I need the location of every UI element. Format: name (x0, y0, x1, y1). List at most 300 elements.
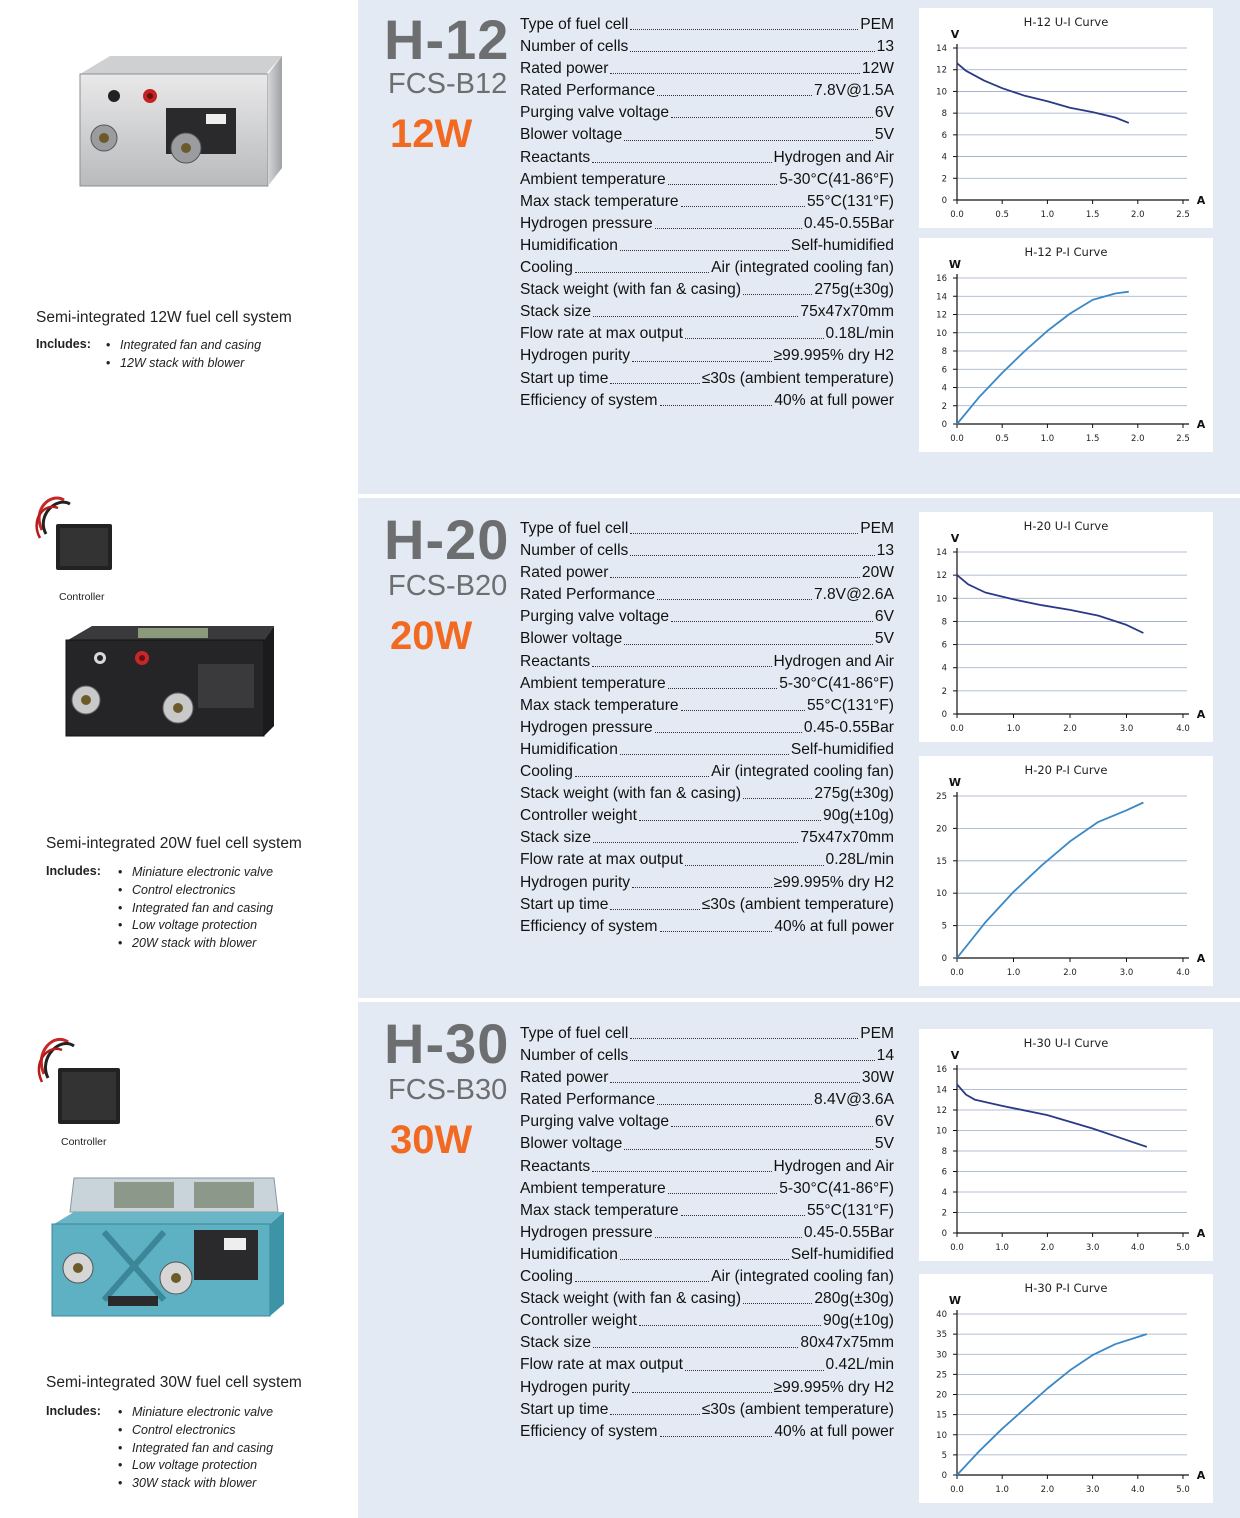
y-tick-label: 2 (941, 1208, 947, 1219)
spec-value: ≥99.995% dry H2 (773, 347, 894, 365)
product-panel-h20 (0, 498, 358, 998)
h30-model-code: H-30 (384, 1012, 510, 1075)
list-item: • Integrated fan and casing (118, 900, 273, 918)
spec-label: Efficiency of system (520, 917, 658, 935)
h30-power: 30W (390, 1118, 473, 1162)
spec-value: Self-humidified (790, 236, 894, 254)
y-tick-label: 8 (941, 347, 947, 357)
y-tick-label: 0 (941, 1471, 947, 1481)
spec-leader-dots (592, 147, 771, 163)
spec-leader-dots (660, 1421, 773, 1437)
x-tick-label: 3.0 (1119, 724, 1134, 734)
spec-label: Max stack temperature (520, 696, 679, 714)
spec-row (520, 1067, 894, 1089)
series-line (957, 292, 1129, 424)
spec-leader-dots (593, 1332, 798, 1348)
spec-leader-dots (671, 1111, 873, 1127)
y-tick-label: 6 (941, 1167, 947, 1178)
spec-value: 90g(±10g) (823, 1312, 894, 1330)
list-item: • Low voltage protection (118, 1457, 273, 1475)
h30-includes (46, 1404, 346, 1496)
spec-label: Hydrogen pressure (520, 718, 653, 736)
x-tick-label: 2.5 (1176, 434, 1190, 444)
spec-leader-dots (610, 562, 860, 578)
spec-row (520, 102, 894, 124)
h12-stack-image (66, 50, 298, 200)
x-axis-label: A (1196, 1469, 1206, 1482)
spec-row (520, 894, 894, 916)
spec-label: Purging valve voltage (520, 608, 670, 626)
spec-row (520, 1178, 894, 1200)
spec-value: 40% at full power (774, 1422, 894, 1440)
spec-value: 20W (861, 564, 894, 582)
h30-stack-image (44, 1172, 318, 1322)
h20-ui-chart (919, 512, 1213, 742)
spec-value: 5-30°C(41-86°F) (779, 674, 894, 692)
spec-leader-dots (657, 1089, 812, 1105)
x-axis-label: A (1196, 952, 1206, 965)
y-tick-label: 10 (936, 889, 947, 900)
spec-value: 6V (874, 104, 894, 122)
spec-value: 55°C(131°F) (806, 192, 894, 210)
spec-value: 5V (874, 126, 894, 144)
y-tick-label: 12 (936, 571, 947, 582)
y-tick-label: 15 (936, 1410, 947, 1421)
y-tick-label: 10 (936, 1126, 947, 1137)
spec-value: 13 (876, 542, 894, 560)
series-line (957, 63, 1129, 123)
x-tick-label: 5.0 (1176, 1485, 1190, 1495)
spec-leader-dots (632, 1377, 772, 1393)
spec-row (520, 368, 894, 390)
spec-row (520, 805, 894, 827)
spec-leader-dots (630, 14, 858, 30)
spec-row (520, 916, 894, 938)
x-tick-label: 0.0 (950, 968, 964, 978)
series-line (957, 1084, 1147, 1147)
h30-spec-list (520, 1023, 894, 1443)
spec-value: 5V (874, 1135, 894, 1153)
spec-value: ≥99.995% dry H2 (773, 1378, 894, 1396)
spec-leader-dots (668, 673, 778, 689)
spec-leader-dots (671, 606, 873, 622)
spec-label: Type of fuel cell (520, 1025, 629, 1042)
chart-title: H-20 P-I Curve (1024, 763, 1108, 777)
spec-value: 75x47x70mm (800, 303, 894, 321)
spec-leader-dots (593, 827, 798, 843)
y-tick-label: 2 (941, 686, 947, 697)
spec-value: 90g(±10g) (823, 807, 894, 825)
h20-system-title: Semi-integrated 20W fuel cell system (46, 835, 302, 852)
spec-row (520, 562, 894, 584)
y-tick-label: 6 (941, 130, 947, 141)
spec-value: 75x47x70mm (800, 829, 894, 847)
spec-label: Start up time (520, 1400, 609, 1418)
spec-row (520, 390, 894, 412)
section-h20 (0, 498, 1240, 998)
list-item: • 12W stack with blower (106, 355, 261, 373)
spec-row (520, 628, 894, 650)
x-axis-label: A (1196, 418, 1206, 431)
h30-controller-caption: Controller (61, 1136, 107, 1148)
h12-spec-list (520, 14, 894, 412)
spec-row (520, 257, 894, 279)
spec-row (520, 739, 894, 761)
spec-label: Number of cells (520, 1047, 629, 1065)
spec-label: Flow rate at max output (520, 1356, 683, 1374)
x-tick-label: 4.0 (1131, 1243, 1145, 1253)
list-item: • Integrated fan and casing (106, 337, 261, 355)
h12-includes (36, 337, 336, 377)
h12-ui-chart (919, 8, 1213, 228)
spec-row (520, 80, 894, 102)
spec-label: Max stack temperature (520, 192, 679, 210)
spec-leader-dots (610, 1067, 860, 1083)
y-tick-label: 14 (936, 548, 947, 558)
spec-value: 0.28L/min (825, 851, 894, 869)
spec-value: PEM (860, 1025, 894, 1042)
spec-label: Rated power (520, 60, 609, 78)
x-axis-label: A (1196, 194, 1206, 207)
spec-value: 7.8V@1.5A (814, 82, 894, 100)
spec-row (520, 849, 894, 871)
spec-leader-dots (660, 390, 773, 406)
spec-leader-dots (681, 1200, 805, 1216)
x-tick-label: 3.0 (1085, 1243, 1100, 1253)
y-tick-label: 12 (936, 65, 947, 76)
h30-ui-chart-svg (919, 1029, 1213, 1261)
section-h12 (0, 0, 1240, 494)
h20-controller-caption: Controller (59, 591, 105, 603)
spec-leader-dots (610, 1399, 699, 1415)
spec-label: Cooling (520, 259, 573, 277)
spec-leader-dots (630, 518, 858, 534)
spec-label: Hydrogen purity (520, 347, 631, 365)
section-h30 (0, 1002, 1240, 1518)
spec-leader-dots (610, 58, 860, 74)
x-tick-label: 1.0 (1040, 434, 1055, 444)
y-tick-label: 8 (941, 109, 947, 120)
spec-label: Number of cells (520, 38, 629, 56)
x-tick-label: 4.0 (1131, 1485, 1145, 1495)
spec-row (520, 695, 894, 717)
x-tick-label: 0.0 (950, 434, 964, 444)
h20-includes (46, 864, 346, 956)
spec-value: ≥99.995% dry H2 (773, 873, 894, 891)
spec-label: Blower voltage (520, 126, 623, 144)
spec-label: Reactants (520, 1157, 591, 1175)
spec-label: Rated Performance (520, 586, 656, 604)
series-line (957, 575, 1143, 633)
spec-row (520, 606, 894, 628)
spec-value: Air (integrated cooling fan) (711, 1268, 894, 1286)
list-item: • Low voltage protection (118, 917, 273, 935)
x-axis-label: A (1196, 1227, 1206, 1240)
spec-label: Type of fuel cell (520, 520, 629, 537)
y-tick-label: 4 (941, 383, 947, 394)
x-tick-label: 2.0 (1040, 1243, 1055, 1253)
y-tick-label: 5 (941, 921, 947, 932)
y-tick-label: 4 (941, 663, 947, 674)
list-item: • Control electronics (118, 1422, 273, 1440)
spec-leader-dots (630, 1045, 874, 1061)
spec-label: Stack weight (with fan & casing) (520, 1290, 742, 1308)
h12-ui-chart-svg (919, 8, 1213, 228)
spec-value: 6V (874, 1113, 894, 1131)
spec-label: Ambient temperature (520, 1179, 666, 1197)
spec-label: Purging valve voltage (520, 1113, 670, 1131)
spec-value: Air (integrated cooling fan) (711, 259, 894, 277)
x-tick-label: 3.0 (1085, 1485, 1100, 1495)
spec-row (520, 783, 894, 805)
product-panel-h12 (0, 0, 358, 494)
spec-leader-dots (593, 301, 798, 317)
y-tick-label: 8 (941, 617, 947, 628)
y-tick-label: 20 (936, 1390, 947, 1401)
spec-row (520, 147, 894, 169)
spec-value: 5V (874, 630, 894, 648)
spec-value: 280g(±30g) (814, 1290, 894, 1308)
y-tick-label: 12 (936, 1106, 947, 1116)
spec-row (520, 58, 894, 80)
spec-row (520, 1332, 894, 1354)
spec-leader-dots (639, 805, 821, 821)
spec-row (520, 540, 894, 562)
spec-label: Controller weight (520, 1312, 638, 1330)
y-tick-label: 0 (941, 420, 947, 430)
spec-row (520, 1111, 894, 1133)
spec-value: 7.8V@2.6A (814, 586, 894, 604)
list-item: • Integrated fan and casing (118, 1440, 273, 1458)
y-tick-label: 14 (936, 292, 947, 303)
spec-row (520, 584, 894, 606)
spec-leader-dots (660, 916, 773, 932)
spec-value: 55°C(131°F) (806, 1201, 894, 1219)
spec-value: 5-30°C(41-86°F) (779, 170, 894, 188)
spec-value: 0.45-0.55Bar (803, 1223, 894, 1241)
spec-value: 275g(±30g) (814, 281, 894, 299)
chart-title: H-30 U-I Curve (1023, 1036, 1109, 1050)
x-tick-label: 0.0 (950, 1243, 964, 1253)
h12-pi-chart-svg (919, 238, 1213, 452)
spec-value: Self-humidified (790, 740, 894, 758)
spec-label: Reactants (520, 652, 591, 670)
spec-value: 30W (861, 1069, 894, 1087)
h12-pi-chart (919, 238, 1213, 452)
series-line (957, 1334, 1147, 1475)
list-item: • 30W stack with blower (118, 1475, 273, 1493)
x-tick-label: 0.0 (950, 210, 964, 220)
x-tick-label: 1.0 (995, 1243, 1009, 1253)
spec-label: Hydrogen pressure (520, 214, 653, 232)
spec-leader-dots (632, 345, 772, 361)
h20-model-code: H-20 (384, 508, 510, 571)
y-tick-label: 12 (936, 310, 947, 321)
y-tick-label: 8 (941, 1147, 947, 1157)
spec-value: 5-30°C(41-86°F) (779, 1179, 894, 1197)
spec-leader-dots (632, 872, 772, 888)
spec-value: ≤30s (ambient temperature) (701, 1400, 894, 1418)
x-tick-label: 0.0 (950, 1485, 964, 1495)
spec-row (520, 36, 894, 58)
spec-leader-dots (592, 1156, 771, 1172)
spec-row (520, 717, 894, 739)
spec-value: 8.4V@3.6A (814, 1091, 894, 1109)
spec-label: Humidification (520, 740, 618, 758)
spec-row (520, 345, 894, 367)
spec-label: Humidification (520, 1245, 618, 1263)
h12-system-title: Semi-integrated 12W fuel cell system (36, 309, 292, 326)
spec-label: Purging valve voltage (520, 104, 670, 122)
y-axis-label: V (950, 532, 960, 545)
h12-model-code: H-12 (384, 8, 510, 71)
spec-row (520, 1288, 894, 1310)
spec-row (520, 1089, 894, 1111)
spec-label: Ambient temperature (520, 170, 666, 188)
y-tick-label: 16 (936, 1065, 947, 1075)
spec-row (520, 279, 894, 301)
spec-row (520, 1200, 894, 1222)
list-item: • Miniature electronic valve (118, 864, 273, 882)
spec-leader-dots (620, 739, 789, 755)
y-tick-label: 35 (936, 1330, 947, 1341)
spec-value: 12W (861, 60, 894, 78)
x-tick-label: 1.0 (995, 1485, 1009, 1495)
spec-leader-dots (639, 1310, 821, 1326)
spec-row (520, 213, 894, 235)
spec-row (520, 323, 894, 345)
h12-includes-list (106, 337, 261, 373)
spec-value: 40% at full power (774, 391, 894, 409)
h20-includes-list (118, 864, 273, 953)
x-tick-label: 2.5 (1176, 210, 1190, 220)
spec-panel-h12 (358, 0, 1240, 494)
y-tick-label: 10 (936, 328, 947, 339)
chart-title: H-20 U-I Curve (1023, 519, 1109, 533)
spec-leader-dots (655, 717, 802, 733)
spec-leader-dots (657, 80, 812, 96)
y-tick-label: 25 (936, 792, 947, 802)
y-tick-label: 0 (941, 954, 947, 964)
spec-label: Flow rate at max output (520, 325, 683, 343)
spec-row (520, 1354, 894, 1376)
x-tick-label: 4.0 (1176, 968, 1190, 978)
spec-leader-dots (575, 1266, 709, 1282)
spec-label: Efficiency of system (520, 1422, 658, 1440)
spec-row (520, 1399, 894, 1421)
spec-label: Controller weight (520, 807, 638, 825)
spec-row (520, 14, 894, 36)
spec-value: Hydrogen and Air (773, 1157, 894, 1175)
x-tick-label: 1.5 (1085, 434, 1100, 444)
spec-leader-dots (655, 213, 802, 229)
spec-value: Air (integrated cooling fan) (711, 763, 894, 781)
spec-value: 0.18L/min (825, 325, 894, 343)
h30-ui-chart (919, 1029, 1213, 1261)
h30-model-sub: FCS-B30 (388, 1074, 508, 1106)
spec-value: ≤30s (ambient temperature) (701, 895, 894, 913)
spec-leader-dots (657, 584, 812, 600)
spec-leader-dots (668, 1178, 778, 1194)
spec-label: Start up time (520, 369, 609, 387)
spec-label: Hydrogen pressure (520, 1223, 653, 1241)
spec-label: Stack weight (with fan & casing) (520, 281, 742, 299)
series-line (957, 803, 1143, 959)
spec-leader-dots (671, 102, 873, 118)
spec-label: Stack size (520, 303, 592, 321)
y-tick-label: 14 (936, 1085, 947, 1096)
spec-label: Reactants (520, 148, 591, 166)
spec-value: 13 (876, 38, 894, 56)
spec-label: Stack size (520, 829, 592, 847)
spec-label: Cooling (520, 1268, 573, 1286)
h30-includes-list (118, 1404, 273, 1493)
y-tick-label: 40 (936, 1310, 947, 1320)
h20-pi-chart (919, 756, 1213, 986)
h30-includes-label: Includes: (46, 1404, 101, 1418)
y-tick-label: 0 (941, 1229, 947, 1239)
x-tick-label: 2.0 (1131, 434, 1145, 444)
spec-value: Hydrogen and Air (773, 148, 894, 166)
y-tick-label: 6 (941, 365, 947, 376)
spec-leader-dots (624, 124, 873, 140)
spec-label: Flow rate at max output (520, 851, 683, 869)
y-tick-label: 10 (936, 594, 947, 605)
y-tick-label: 10 (936, 1430, 947, 1441)
spec-row (520, 761, 894, 783)
y-tick-label: 0 (941, 196, 947, 206)
list-item: • 20W stack with blower (118, 935, 273, 953)
spec-row (520, 1156, 894, 1178)
h20-power: 20W (390, 614, 473, 658)
spec-leader-dots (610, 368, 699, 384)
spec-value: 0.45-0.55Bar (803, 718, 894, 736)
spec-leader-dots (685, 1354, 824, 1370)
spec-label: Blower voltage (520, 630, 623, 648)
spec-value: 80x47x75mm (800, 1334, 894, 1352)
spec-label: Number of cells (520, 542, 629, 560)
spec-label: Stack size (520, 1334, 592, 1352)
spec-leader-dots (630, 540, 874, 556)
h30-pi-chart (919, 1274, 1213, 1503)
spec-value: 55°C(131°F) (806, 696, 894, 714)
spec-row (520, 1377, 894, 1399)
h20-controller-image (30, 490, 120, 580)
spec-label: Max stack temperature (520, 1201, 679, 1219)
y-tick-label: 25 (936, 1370, 947, 1381)
spec-value: PEM (860, 520, 894, 537)
spec-leader-dots (685, 323, 824, 339)
spec-value: 14 (876, 1047, 894, 1065)
y-tick-label: 4 (941, 1188, 947, 1198)
spec-label: Blower voltage (520, 1135, 623, 1153)
spec-row (520, 1045, 894, 1067)
y-axis-label: W (948, 776, 962, 789)
spec-value: ≤30s (ambient temperature) (701, 369, 894, 387)
spec-label: Stack weight (with fan & casing) (520, 785, 742, 803)
y-tick-label: 6 (941, 640, 947, 651)
chart-title: H-12 U-I Curve (1023, 15, 1109, 29)
spec-leader-dots (610, 894, 699, 910)
spec-label: Rated Performance (520, 1091, 656, 1109)
chart-title: H-30 P-I Curve (1024, 1281, 1108, 1295)
spec-value: 6V (874, 608, 894, 626)
h20-ui-chart-svg (919, 512, 1213, 742)
product-panel-h30 (0, 1002, 358, 1518)
x-tick-label: 1.0 (1006, 724, 1021, 734)
spec-label: Start up time (520, 895, 609, 913)
h20-stack-image (58, 622, 284, 746)
